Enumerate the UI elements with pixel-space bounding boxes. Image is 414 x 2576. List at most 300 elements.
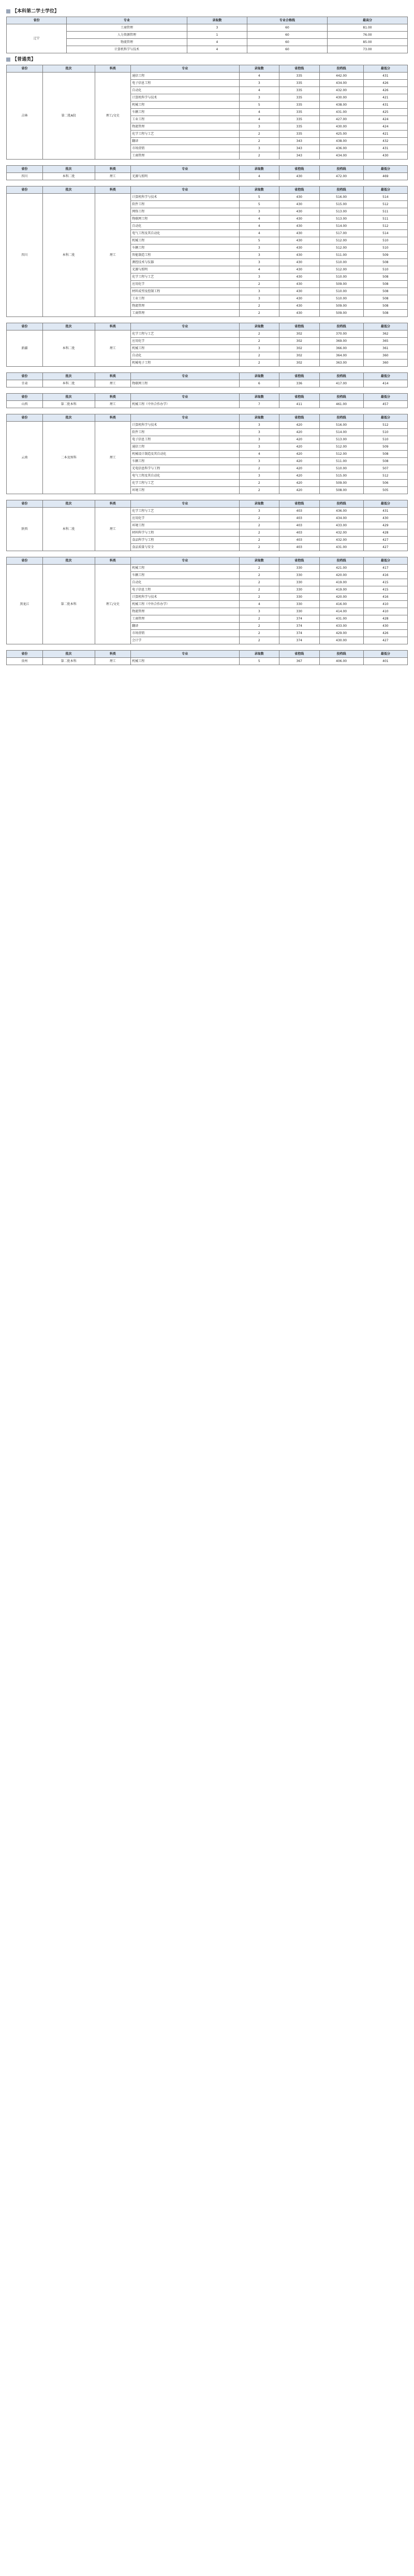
column-header: 录取数 [187,17,247,24]
column-header: 投档线 [319,557,363,565]
major-cell: 电气工程及其自动化 [131,230,239,237]
category-cell: 理工 [95,380,131,387]
major-cell: 机械工程 [131,345,239,352]
column-header: 最低分 [363,65,407,73]
major-cell: 计算机科学与技术 [131,594,239,601]
column-header: 科类 [95,394,131,401]
admitted-cell: 4 [239,215,279,223]
second-degree-table [6,17,408,53]
major-cell: 网络工程 [131,208,239,215]
admitted-cell: 2 [239,338,279,345]
column-header: 专业 [131,394,239,401]
min-score-cell: 428 [363,615,407,623]
control-line-cell: 430 [279,266,320,274]
filing-line-cell: 430.00 [319,637,363,644]
filing-line-cell: 513.00 [319,215,363,223]
column-header: 省控线 [279,651,320,658]
major-cell: 工商管理 [131,152,239,160]
column-header: 专业 [67,17,187,24]
filing-line-cell: 432.00 [319,529,363,537]
min-score-cell: 457 [363,401,407,408]
min-score-cell: 508 [363,458,407,465]
column-header: 批次 [42,373,95,380]
admitted-cell: 2 [239,529,279,537]
category-cell: 理工 [95,658,131,665]
admitted-cell: 3 [239,422,279,429]
min-score-cell: 508 [363,259,407,266]
major-cell: 化学工程与工艺 [131,274,239,281]
column-header: 投档线 [319,651,363,658]
column-header: 专业 [131,651,239,658]
column-header: 录取数 [239,500,279,508]
major-cell: 物流管理 [131,123,239,131]
control-line-cell: 430 [279,173,320,180]
province-cell: 新疆 [7,330,43,367]
filing-line-cell: 430.00 [319,123,363,131]
control-line-cell: 374 [279,615,320,623]
filing-line-cell: 510.00 [319,259,363,266]
filing-line-cell: 515.00 [319,472,363,480]
filing-line-cell: 419.00 [319,579,363,586]
column-header: 投档线 [319,166,363,173]
major-cell: 车辆工程 [131,244,239,252]
admitted-cell: 3 [239,443,279,451]
column-header: 最低分 [363,557,407,565]
province-table [6,414,408,494]
table-row [7,73,408,80]
table-header-row [7,414,408,422]
control-line-cell: 403 [279,537,320,544]
control-line-cell: 374 [279,623,320,630]
min-score-cell: 416 [363,594,407,601]
column-header: 录取数 [239,323,279,330]
admitted-cell: 2 [239,623,279,630]
column-header: 批次 [42,414,95,422]
min-score-cell: 429 [363,522,407,529]
admitted-cell: 3 [239,259,279,266]
filing-line-cell: 472.00 [319,173,363,180]
major-cell: 机械电子工程 [131,359,239,367]
min-score-cell: 508 [363,310,407,317]
admitted-cell: 2 [239,303,279,310]
control-line-cell: 302 [279,330,320,338]
filing-line-cell: 512.00 [319,237,363,244]
filing-line-cell: 425.00 [319,131,363,138]
control-line-cell: 430 [279,230,320,237]
column-header: 最高分 [328,17,408,24]
column-header: 录取数 [239,394,279,401]
column-header: 最低分 [363,414,407,422]
control-line-cell: 335 [279,116,320,123]
column-header: 批次 [42,500,95,508]
column-header: 科类 [95,414,131,422]
province-cell: 四川 [7,194,43,317]
table-header-row [7,651,408,658]
category-cell: 理工/文史 [95,565,131,644]
batch-cell: 第二批本科 [42,401,95,408]
filing-line-cell: 433.00 [319,522,363,529]
admitted-cell: 5 [239,201,279,208]
batch-cell: 第二批A段 [42,73,95,160]
column-header: 专业 [131,557,239,565]
control-line-cell: 302 [279,352,320,359]
admitted-cell: 2 [239,480,279,487]
major-cell: 物联网工程 [131,215,239,223]
category-cell: 理工 [95,401,131,408]
table-header-row [7,323,408,330]
admitted-cell: 2 [239,637,279,644]
control-line-cell: 430 [279,244,320,252]
province-cell: 辽宁 [7,24,67,53]
filing-line-cell: 512.00 [319,451,363,458]
min-score-cell: 426 [363,630,407,637]
column-header: 专业合格线 [247,17,328,24]
column-header: 最低分 [363,651,407,658]
filing-line-cell: 510.00 [319,465,363,472]
column-header: 省份 [7,500,43,508]
column-header: 科类 [95,65,131,73]
category-cell: 理工 [95,422,131,494]
table-row [7,401,408,408]
major-cell: 自动化 [131,352,239,359]
max-score-cell: 85.00 [328,39,408,46]
column-header: 省份 [7,651,43,658]
control-line-cell: 420 [279,443,320,451]
filing-line-cell: 366.00 [319,345,363,352]
province-table [6,186,408,317]
control-line-cell: 330 [279,601,320,608]
major-cell: 机械工程 [131,565,239,572]
column-header: 专业 [131,65,239,73]
filing-line-cell: 514.00 [319,223,363,230]
admitted-cell: 4 [239,73,279,80]
control-line-cell: 403 [279,544,320,551]
column-header: 省控线 [279,500,320,508]
admitted-cell: 3 [187,24,247,32]
major-cell: 光源与照明 [131,173,239,180]
admitted-cell: 4 [239,266,279,274]
control-line-cell: 430 [279,310,320,317]
table-header-row [7,373,408,380]
table-row [7,508,408,515]
filing-line-cell: 511.00 [319,252,363,259]
column-header: 省份 [7,17,67,24]
column-header: 投档线 [319,394,363,401]
admitted-cell: 4 [239,109,279,116]
batch-cell: 第二批本科 [42,565,95,644]
control-line-cell: 403 [279,529,320,537]
major-cell: 软件工程 [131,429,239,436]
filing-line-cell: 364.00 [319,352,363,359]
major-cell: 工业工程 [131,116,239,123]
min-score-cell: 428 [363,529,407,537]
major-cell: 化学工程与工艺 [131,131,239,138]
general-admission-tables [6,65,408,671]
filing-line-cell: 432.00 [319,537,363,544]
control-line-cell: 335 [279,109,320,116]
max-score-cell: 76.00 [328,32,408,39]
column-header: 投档线 [319,500,363,508]
filing-line-cell: 508.00 [319,487,363,494]
filing-line-cell: 511.00 [319,458,363,465]
column-header: 科类 [95,557,131,565]
major-cell: 测控技术与仪器 [131,259,239,266]
admitted-cell: 4 [239,601,279,608]
control-line-cell: 411 [279,401,320,408]
filing-line-cell: 416.00 [319,601,363,608]
column-header: 录取数 [239,373,279,380]
filing-line-cell: 516.00 [319,422,363,429]
min-score-cell: 431 [363,508,407,515]
min-score-cell: 506 [363,480,407,487]
min-score-cell: 414 [363,380,407,387]
category-cell: 理工 [95,194,131,317]
batch-cell: 第二批本科 [42,658,95,665]
admitted-cell: 2 [239,352,279,359]
admitted-cell: 3 [239,429,279,436]
column-header: 专业 [131,186,239,194]
filing-line-cell: 512.00 [319,266,363,274]
column-header: 科类 [95,500,131,508]
control-line-cell: 420 [279,472,320,480]
filing-line-cell: 512.00 [319,443,363,451]
admitted-cell: 4 [187,46,247,53]
column-header: 省份 [7,557,43,565]
major-cell: 光源与照明 [131,266,239,274]
min-score-cell: 508 [363,281,407,288]
control-line-cell: 403 [279,508,320,515]
control-line-cell: 335 [279,94,320,102]
min-score-cell: 430 [363,515,407,522]
filing-line-cell: 363.00 [319,359,363,367]
province-table [6,393,408,408]
filing-line-cell: 513.00 [319,208,363,215]
control-line-cell: 330 [279,608,320,615]
control-line-cell: 403 [279,522,320,529]
major-cell: 自动化 [131,223,239,230]
admitted-cell: 2 [239,515,279,522]
min-score-cell: 508 [363,303,407,310]
min-score-cell: 410 [363,601,407,608]
major-cell: 材料成型及控制工程 [131,288,239,295]
section-title-second-degree: 【本科第二学士学位】 [6,8,408,15]
min-score-cell: 360 [363,352,407,359]
admitted-cell: 4 [239,230,279,237]
min-score-cell: 410 [363,608,407,615]
column-header: 省控线 [279,394,320,401]
filing-line-cell: 510.00 [319,295,363,303]
control-line-cell: 335 [279,73,320,80]
admitted-cell: 2 [239,594,279,601]
control-line-cell: 336 [279,380,320,387]
min-score-cell: 507 [363,465,407,472]
min-score-cell: 431 [363,73,407,80]
admitted-cell: 3 [239,252,279,259]
major-cell: 工商管理 [67,24,187,32]
admitted-cell: 3 [239,345,279,352]
min-score-cell: 431 [363,145,407,152]
min-score-cell: 514 [363,194,407,201]
filing-line-cell: 510.00 [319,288,363,295]
column-header: 科类 [95,186,131,194]
major-cell: 翻译 [131,138,239,145]
category-cell: 理工 [95,330,131,367]
batch-cell: 本科二批 [42,508,95,551]
min-score-cell: 424 [363,123,407,131]
admitted-cell: 4 [187,39,247,46]
admitted-cell: 2 [239,565,279,572]
column-header: 录取数 [239,166,279,173]
min-score-cell: 510 [363,266,407,274]
filing-line-cell: 516.00 [319,194,363,201]
control-line-cell: 430 [279,274,320,281]
control-line-cell: 430 [279,281,320,288]
major-cell: 化学工程与工艺 [131,508,239,515]
min-score-cell: 421 [363,131,407,138]
filing-line-cell: 434.00 [319,152,363,160]
major-cell: 通信工程 [131,443,239,451]
min-score-cell: 415 [363,579,407,586]
table-row [7,658,408,665]
control-line-cell: 430 [279,201,320,208]
column-header: 最低分 [363,323,407,330]
qualify-line-cell: 60 [247,24,328,32]
column-header: 省控线 [279,186,320,194]
admitted-cell: 2 [239,537,279,544]
column-header: 批次 [42,323,95,330]
control-line-cell: 302 [279,359,320,367]
min-score-cell: 512 [363,422,407,429]
control-line-cell: 374 [279,630,320,637]
major-cell: 机械工程 [131,237,239,244]
min-score-cell: 510 [363,429,407,436]
min-score-cell: 508 [363,295,407,303]
control-line-cell: 367 [279,658,320,665]
section-title-general: 【普通类】 [6,56,408,63]
column-header: 省份 [7,186,43,194]
major-cell: 机械工程 [131,102,239,109]
province-cell: 贵州 [7,658,43,665]
major-cell: 环境工程 [131,487,239,494]
min-score-cell: 427 [363,537,407,544]
control-line-cell: 343 [279,152,320,160]
column-header: 投档线 [319,323,363,330]
column-header: 省份 [7,373,43,380]
major-cell: 电子信息工程 [131,80,239,87]
table-row [7,46,408,53]
table-spacer [6,668,408,671]
major-cell: 机械设计制造及其自动化 [131,451,239,458]
control-line-cell: 420 [279,422,320,429]
min-score-cell: 511 [363,208,407,215]
filing-line-cell: 369.00 [319,338,363,345]
min-score-cell: 415 [363,586,407,594]
major-cell: 市场营销 [131,145,239,152]
admitted-cell: 3 [239,288,279,295]
min-score-cell: 421 [363,94,407,102]
admitted-cell: 5 [239,658,279,665]
filing-line-cell: 438.00 [319,138,363,145]
major-cell: 化学工程与工艺 [131,330,239,338]
major-cell: 机械工程 [131,658,239,665]
column-header: 投档线 [319,414,363,422]
min-score-cell: 508 [363,451,407,458]
major-cell: 物流管理 [67,39,187,46]
min-score-cell: 427 [363,544,407,551]
column-header: 录取数 [239,651,279,658]
column-header: 最低分 [363,394,407,401]
column-header: 批次 [42,186,95,194]
major-cell: 物流管理 [131,303,239,310]
major-cell: 机械工程（中外合作办学） [131,401,239,408]
square-bullet-icon [6,57,10,62]
major-cell: 会计学 [131,637,239,644]
major-cell: 人力资源管理 [67,32,187,39]
min-score-cell: 512 [363,201,407,208]
min-score-cell: 362 [363,330,407,338]
admitted-cell: 2 [239,586,279,594]
major-cell: 自动化 [131,87,239,94]
admitted-cell: 3 [239,458,279,465]
control-line-cell: 430 [279,288,320,295]
admitted-cell: 5 [239,194,279,201]
table-row [7,422,408,429]
column-header: 科类 [95,651,131,658]
min-score-cell: 511 [363,215,407,223]
admitted-cell: 3 [239,145,279,152]
control-line-cell: 430 [279,303,320,310]
filing-line-cell: 421.00 [319,565,363,572]
column-header: 省份 [7,65,43,73]
column-header: 专业 [131,166,239,173]
major-cell: 物联网工程 [131,380,239,387]
major-cell: 机械工程（中外合作办学） [131,601,239,608]
batch-cell: 本科二批 [42,194,95,317]
control-line-cell: 430 [279,237,320,244]
min-score-cell: 416 [363,572,407,579]
filing-line-cell: 434.00 [319,80,363,87]
min-score-cell: 401 [363,658,407,665]
major-cell: 计算机科学与技术 [131,94,239,102]
province-cell: 黑龙江 [7,565,43,644]
admitted-cell: 3 [239,436,279,443]
filing-line-cell: 436.00 [319,508,363,515]
admitted-cell: 2 [239,310,279,317]
major-cell: 材料科学与工程 [131,529,239,537]
column-header: 批次 [42,651,95,658]
column-header: 最低分 [363,500,407,508]
control-line-cell: 343 [279,138,320,145]
category-cell: 理工 [95,508,131,551]
filing-line-cell: 432.00 [319,87,363,94]
major-cell: 工业工程 [131,295,239,303]
control-line-cell: 330 [279,572,320,579]
province-table [6,323,408,367]
major-cell: 工商管理 [131,615,239,623]
control-line-cell: 403 [279,515,320,522]
control-line-cell: 420 [279,429,320,436]
admitted-cell: 3 [239,244,279,252]
control-line-cell: 343 [279,145,320,152]
table-row [7,565,408,572]
table-header-row [7,394,408,401]
control-line-cell: 430 [279,194,320,201]
table-header-row [7,65,408,73]
control-line-cell: 302 [279,338,320,345]
column-header: 批次 [42,557,95,565]
control-line-cell: 420 [279,458,320,465]
province-cell: 山西 [7,401,43,408]
